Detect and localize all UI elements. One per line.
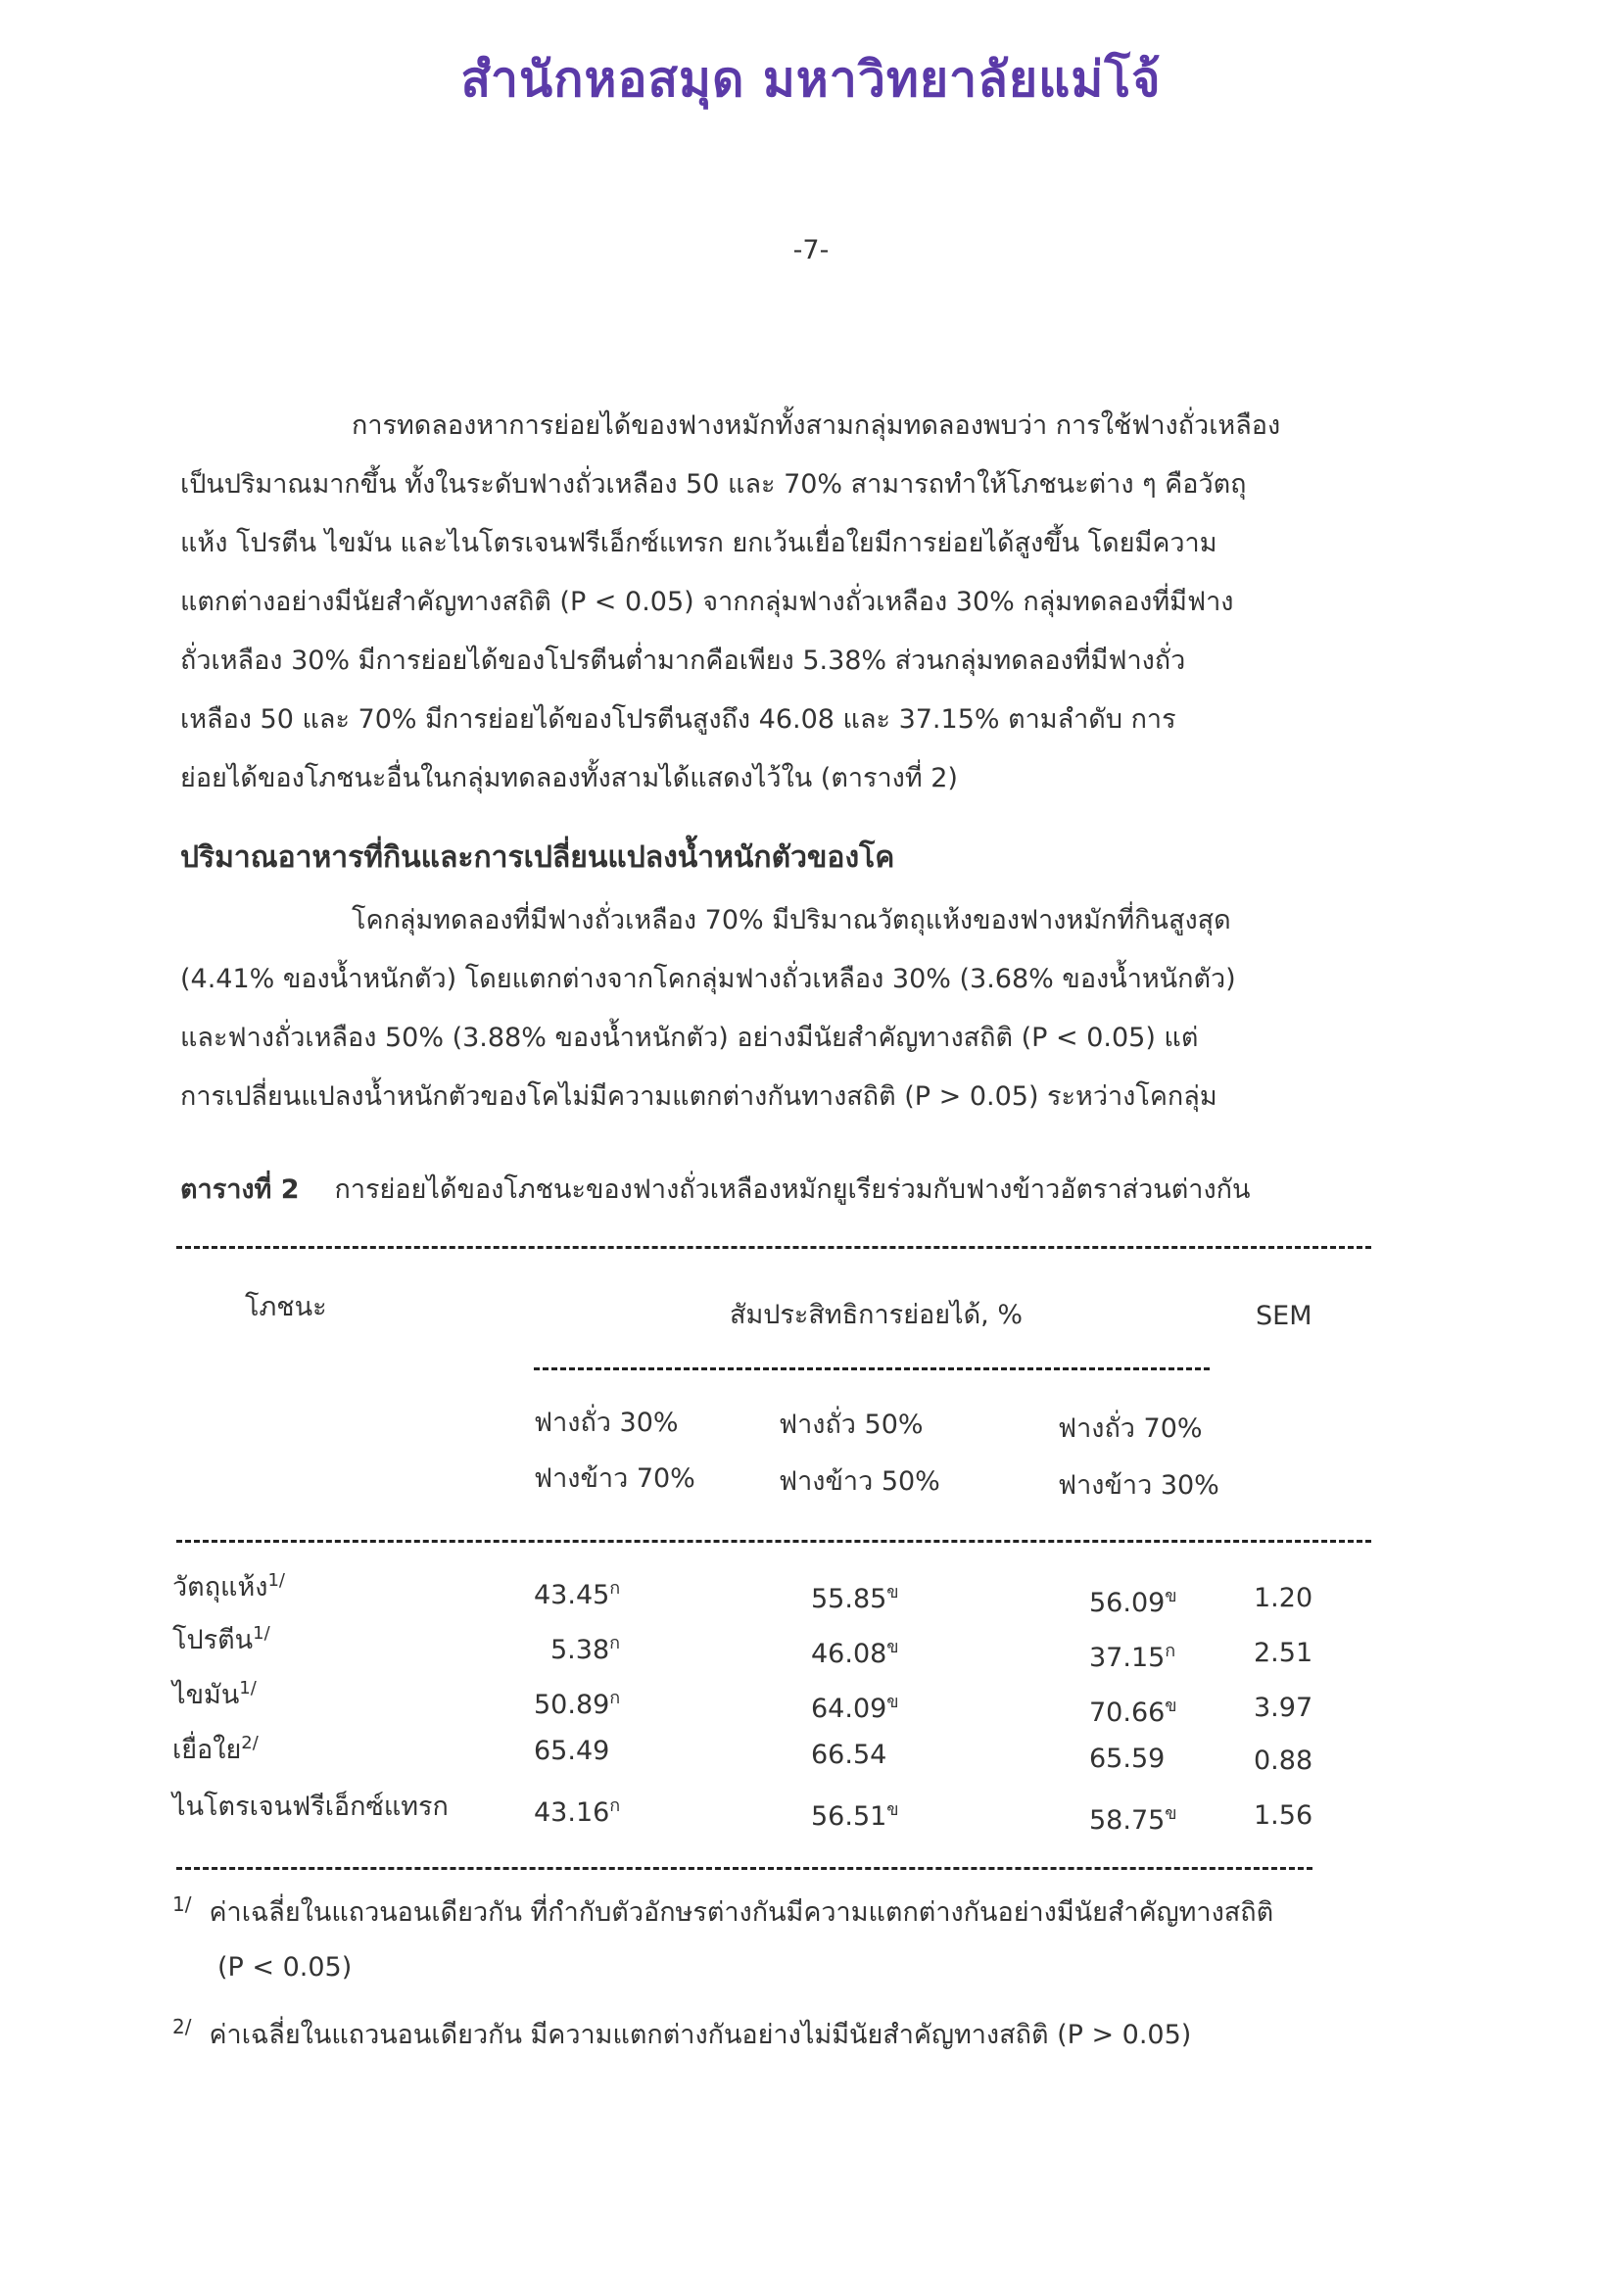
table-rule-bottom xyxy=(176,1867,1312,1870)
value-group-3: 70.66 xyxy=(1089,1698,1166,1728)
significance-letter: ข xyxy=(1165,1696,1177,1716)
value-group-3: 65.59 xyxy=(1089,1744,1166,1774)
text-line: การเปลี่ยนแปลงน้ำหนักตัวของโคไม่มีความแตกต่างกันทางสถิติ (P > 0.05) ระหว่างโคกลุ่ม xyxy=(180,1081,1217,1112)
significance-letter: ก xyxy=(609,1633,621,1653)
value-group-1: 43.45 xyxy=(534,1580,610,1610)
text-line: เป็นปริมาณมากขึ้น ทั้งในระดับฟางถั่วเหลือง 50 และ 70% สามารถทำให้โภชนะต่าง ๆ คือวัตถุ xyxy=(180,469,1247,500)
value-group-2: 55.85 xyxy=(811,1584,887,1614)
significance-letter: ข xyxy=(886,1692,899,1712)
header-digestibility: สัมประสิทธิการย่อยได้, % xyxy=(730,1300,1023,1330)
value-sem: 1.20 xyxy=(1254,1583,1313,1613)
nutrient-name: ไขมัน xyxy=(172,1680,240,1710)
nutrient-name: โปรตีน xyxy=(172,1625,254,1655)
value-sem: 1.56 xyxy=(1254,1800,1313,1831)
value-group-1: 65.49 xyxy=(534,1736,610,1766)
value-group-1: 5.38 xyxy=(550,1635,610,1665)
value-group-3: 56.09 xyxy=(1089,1588,1166,1618)
value-group-2: 46.08 xyxy=(811,1639,887,1669)
text-line: ถั่วเหลือง 30% มีการย่อยได้ของโปรตีนต่ำมากคือเพียง 5.38% ส่วนกลุ่มทดลองที่มีฟางถั่ว xyxy=(180,646,1186,676)
note-mark: 2/ xyxy=(241,1733,259,1753)
text-line: โคกลุ่มทดลองที่มีฟางถั่วเหลือง 70% มีปริมาณวัตถุแห้งของฟางหมักที่กินสูงสุด xyxy=(352,905,1231,935)
value-sem: 2.51 xyxy=(1254,1638,1313,1668)
value-group-3: 58.75 xyxy=(1089,1805,1166,1836)
table-title: การย่อยได้ของโภชนะของฟางถั่วเหลืองหมักยูเรียร่วมกับฟางข้าวอัตราส่วนต่างกัน xyxy=(334,1174,1251,1205)
significance-letter: ก xyxy=(609,1688,621,1708)
footnote-1 xyxy=(172,1890,1273,1933)
significance-letter: ข xyxy=(886,1637,899,1657)
footnote-1-cont: (P < 0.05) xyxy=(217,1952,353,1983)
significance-letter: ก xyxy=(609,1795,621,1816)
subheader-group-1: ฟางถั่ว 30% xyxy=(534,1408,679,1438)
value-group-2: 66.54 xyxy=(811,1740,887,1770)
significance-letter: ข xyxy=(1165,1803,1177,1824)
subheader-group-2: ฟางข้าว 50% xyxy=(779,1466,940,1497)
value-sem: 0.88 xyxy=(1254,1746,1313,1776)
value-group-3: 37.15 xyxy=(1089,1643,1166,1673)
section-heading: ปริมาณอาหารที่กินและการเปลี่ยนแปลงน้ำหนักตัวของโค xyxy=(180,840,895,875)
subheader-group-1: ฟางข้าว 70% xyxy=(534,1463,695,1494)
value-group-2: 56.51 xyxy=(811,1801,887,1832)
table-rule-top xyxy=(176,1246,1371,1249)
text-line: และฟางถั่วเหลือง 50% (3.88% ของน้ำหนักตัว) อย่างมีนัยสำคัญทางสถิติ (P < 0.05) แต่ xyxy=(180,1023,1199,1053)
text-line: (4.41% ของน้ำหนักตัว) โดยแตกต่างจากโคกลุ่มฟางถั่วเหลือง 30% (3.68% ของน้ำหนักตัว) xyxy=(180,964,1236,994)
text-line: ย่อยได้ของโภชนะอื่นในกลุ่มทดลองทั้งสามได้แสดงไว้ใน (ตารางที่ 2) xyxy=(180,763,958,793)
paragraph-digestibility xyxy=(180,397,1332,808)
significance-letter: ก xyxy=(609,1578,621,1599)
paragraph-intake xyxy=(180,891,1332,1126)
subheader-group-3: ฟางถั่ว 70% xyxy=(1058,1413,1203,1444)
subheader-group-2: ฟางถั่ว 50% xyxy=(779,1410,924,1440)
significance-letter: ข xyxy=(886,1799,899,1820)
value-sem: 3.97 xyxy=(1254,1693,1313,1723)
footnote-text: ค่าเฉลี่ยในแถวนอนเดียวกัน มีความแตกต่างกันอย่างไม่มีนัยสำคัญทางสถิติ (P > 0.05) xyxy=(209,2020,1192,2050)
significance-letter: ก xyxy=(1165,1641,1176,1661)
text-line: เหลือง 50 และ 70% มีการย่อยได้ของโปรตีนสูงถึง 46.08 และ 37.15% ตามลำดับ การ xyxy=(180,704,1176,735)
footnote-mark: 1/ xyxy=(172,1892,192,1916)
note-mark: 1/ xyxy=(239,1678,257,1698)
footnote-text: ค่าเฉลี่ยในแถวนอนเดียวกัน ที่กำกับตัวอักษรต่างกันมีความแตกต่างกันอย่างมีนัยสำคัญทางสถิติ xyxy=(209,1897,1274,1928)
page-number: -7- xyxy=(792,235,830,265)
table-rule-mid xyxy=(176,1540,1371,1543)
footnote-mark: 2/ xyxy=(172,2015,192,2038)
nutrient-name: เยื่อใย xyxy=(172,1735,242,1765)
header-sem: SEM xyxy=(1256,1301,1312,1331)
table-rule-group xyxy=(534,1367,1210,1370)
nutrient-name: ไนโตรเจนฟรีเอ็กซ์แทรก xyxy=(172,1792,449,1822)
text-line: แห้ง โปรตีน ไขมัน และไนโตรเจนฟรีเอ็กซ์แทรก ยกเว้นเยื่อใยมีการย่อยได้สูงขึ้น โดยมีความ xyxy=(180,528,1217,558)
value-group-1: 43.16 xyxy=(534,1797,610,1828)
significance-letter: ข xyxy=(886,1582,899,1602)
library-stamp: สำนักหอสมุด มหาวิทยาลัยแม่โจ้ xyxy=(460,50,1162,108)
text-line: การทดลองหาการย่อยได้ของฟางหมักทั้งสามกลุ่มทดลองพบว่า การใช้ฟางถั่วเหลือง xyxy=(352,410,1281,441)
note-mark: 1/ xyxy=(253,1623,270,1644)
table-label: ตารางที่ 2 xyxy=(180,1174,300,1205)
text-line: แตกต่างอย่างมีนัยสำคัญทางสถิติ (P < 0.05) จากกลุ่มฟางถั่วเหลือง 30% กลุ่มทดลองที่มีฟาง xyxy=(180,587,1234,617)
nutrient-name: วัตถุแห้ง xyxy=(172,1572,268,1602)
value-group-1: 50.89 xyxy=(534,1690,610,1720)
note-mark: 1/ xyxy=(267,1570,285,1591)
header-nutrient: โภชนะ xyxy=(245,1292,327,1322)
footnote-2 xyxy=(172,2013,1191,2055)
significance-letter: ข xyxy=(1165,1586,1177,1606)
table-caption xyxy=(180,1168,1332,1210)
value-group-2: 64.09 xyxy=(811,1694,887,1724)
subheader-group-3: ฟางข้าว 30% xyxy=(1058,1470,1219,1501)
